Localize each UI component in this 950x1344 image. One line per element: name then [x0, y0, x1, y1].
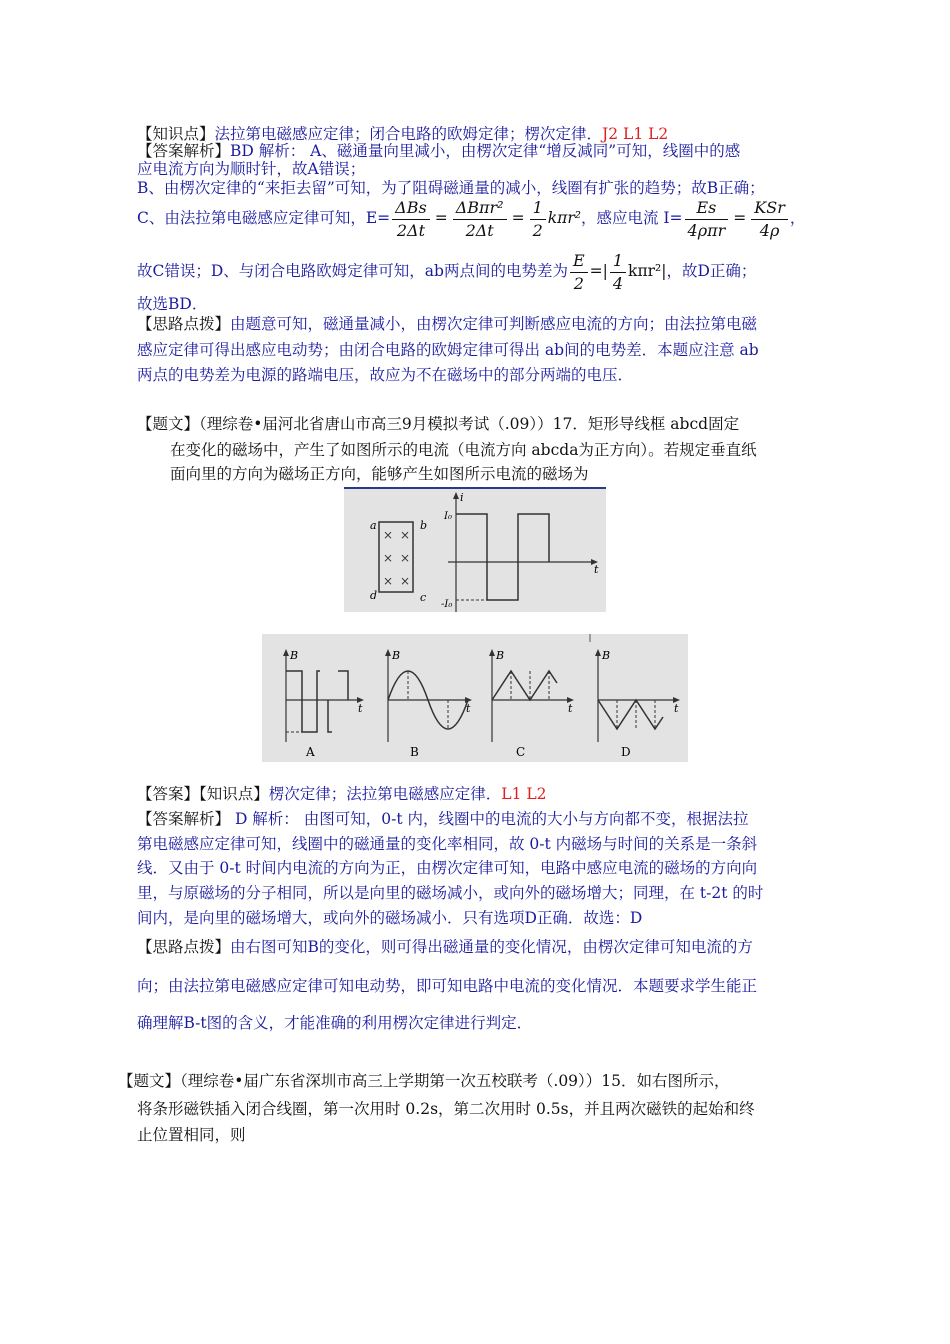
cross-mark: × — [400, 574, 411, 588]
analysis-tag: 【答案解析】 — [137, 810, 231, 828]
formula-line-d — [137, 247, 756, 295]
fraction-ksr: KSr 4ρ — [751, 197, 788, 242]
option-c-label: C — [516, 745, 526, 759]
cross-mark: × — [383, 551, 394, 565]
fraction-quarter: $\frac{1}{4}$ — [610, 250, 626, 295]
t-label: t — [594, 563, 599, 576]
analysis-line-3: 线．又由于 0-t 时间内电流的方向为正，由楞次定律可知，电路中感应电流的磁场的方向向 — [137, 859, 758, 877]
equals-sign: = — [434, 209, 448, 227]
answer-choice-line: 故选BD． — [137, 295, 208, 313]
b-axis-label: B — [290, 649, 299, 662]
b-t-options-figure — [262, 634, 688, 762]
knowledge-text: 法拉第电磁感应定律；闭合电路的欧姆定律；楞次定律． — [214, 125, 603, 143]
neg-i0-label: -I₀ — [441, 599, 453, 610]
t-axis-label: t — [674, 702, 679, 715]
formula-d-end: ，故D正确； — [666, 262, 757, 280]
answer-codes: L1 L2 — [501, 785, 547, 803]
t-axis-label: t — [358, 702, 363, 715]
b-axis-label: B — [602, 649, 611, 662]
knowledge-tag: 【知识点】 — [137, 125, 215, 143]
current-waveform — [456, 514, 549, 600]
answer-line-4: B、由楞次定律的“来拒去留”可知，为了阻碍磁通量的减小，线圈有扩张的趋势；故B正确； — [137, 179, 765, 197]
formula-c-mid: ，感应电流 I= — [580, 209, 683, 227]
corner-d: d — [370, 589, 378, 602]
option-c-graph — [489, 649, 574, 759]
option-b-label: B — [410, 745, 419, 759]
question-line-3: 止位置相同，则 — [137, 1126, 246, 1144]
formula-d-prefix: 故C错误；D、与闭合电路欧姆定律可知，ab两点间的电势差为 — [137, 262, 568, 280]
formula-line-c — [137, 194, 805, 242]
corner-a: a — [370, 519, 377, 532]
cross-mark: × — [383, 574, 394, 588]
answer-tag: 【答案】【知识点】 — [137, 785, 269, 803]
formula-c-prefix: C、由法拉第电磁感应定律可知，E= — [137, 209, 391, 227]
b-axis-label: B — [392, 649, 401, 662]
analysis-line-2: 第电磁感应定律可知，线圈中的磁通量的变化率相同，故 0-t 内磁场与时间的关系是一条斜 — [137, 835, 758, 853]
fraction-e2: $\frac{E}{2}$ — [570, 250, 588, 295]
t-axis-label: t — [466, 702, 471, 715]
equals-sign: = — [733, 209, 747, 227]
option-a-graph — [283, 649, 364, 759]
hint-line-3: 确理解B-t图的含义，才能准确的利用楞次定律进行判定． — [137, 1014, 533, 1032]
b-t-options-svg — [262, 634, 688, 762]
analysis-line-4: 里，与原磁场的分子相同，所以是向里的磁场减小，或向外的磁场增大；同理，在 t-2t 的时 — [137, 884, 764, 902]
option-d-label: D — [621, 745, 631, 759]
analysis-line-1 — [137, 809, 748, 829]
corner-c: c — [420, 591, 427, 604]
formula-kpr2: kπr² — [547, 209, 581, 227]
answer-line — [137, 784, 547, 804]
hint-line-2: 感应定律可得出感应电动势；由闭合电路的欧姆定律可得出 ab间的电势差．本题应注意 ab — [137, 341, 759, 359]
question-line-2: 将条形磁铁插入闭合线圈，第一次用时 0.2s，第二次用时 0.5s，并且两次磁铁的起始和终 — [137, 1100, 755, 1118]
fraction-half: $\frac{1}{2}$ — [530, 197, 546, 242]
question-line-1: 【题文】（理综卷•届河北省唐山市高三9月模拟考试（.09））17．矩形导线框 abcd固定 — [137, 415, 740, 433]
formula-c-end: ， — [789, 209, 806, 227]
formula-d-tail: kπr²| — [628, 262, 667, 280]
coil-current-figure — [344, 487, 606, 612]
question-line-2: 在变化的磁场中，产生了如图所示的电流（电流方向 abcda为正方向）。若规定垂直纸 — [170, 441, 757, 459]
hint-tag: 【思路点拨】 — [137, 938, 231, 956]
formula-d-mid: =| — [589, 262, 608, 280]
b-axis-label: B — [496, 649, 505, 662]
hint-line — [137, 937, 753, 957]
answer-line-3: 应电流方向为顺时针，故A错误； — [137, 160, 366, 178]
cross-mark: × — [400, 551, 411, 565]
hint-line-2: 向；由法拉第电磁感应定律可知电动势，即可知电路中电流的变化情况．本题要求学生能正 — [137, 977, 758, 995]
knowledge-codes: J2 L1 L2 — [602, 125, 669, 143]
coil-current-svg — [344, 487, 606, 612]
hint-text: 由题意可知，磁通量减小，由楞次定律可判断感应电流的方向；由法拉第电磁 — [230, 315, 758, 333]
option-d-graph — [595, 649, 680, 759]
cross-mark: × — [383, 528, 394, 542]
equals-sign: = — [511, 209, 525, 227]
option-b-graph — [385, 649, 472, 759]
fraction-es: Es 4ρπr — [685, 197, 729, 242]
answer-analysis-line — [137, 141, 740, 161]
question-line-1: 【题文】（理综卷•届广东省深圳市高三上学期第一次五校联考（.09））15．如右图所示， — [118, 1072, 730, 1090]
hint-tag: 【思路点拨】 — [137, 315, 231, 333]
analysis-text: D 解析： 由图可知，0-t 内，线圈中的电流的大小与方向都不变，根据法拉 — [230, 810, 749, 828]
fraction-dbpr: ΔBπr² 2Δt — [453, 197, 507, 242]
corner-b: b — [420, 519, 428, 532]
answer-text: BD 解析： A、磁通量向里减小，由楞次定律“增反减同”可知，线圈中的感 — [230, 142, 741, 160]
analysis-line-5: 间内，是向里的磁场增大，或向外的磁场减小．只有选项D正确．故选：D — [137, 909, 643, 927]
hint-text: 由右图可知B的变化，则可得出磁通量的变化情况，由楞次定律可知电流的方 — [230, 938, 753, 956]
option-a-label: A — [306, 745, 315, 759]
fraction-dbs: ΔBs 2Δt — [392, 197, 430, 242]
i0-label: I₀ — [444, 511, 452, 522]
cross-mark: × — [400, 528, 411, 542]
answer-tag: 【答案解析】 — [137, 142, 231, 160]
t-axis-label: t — [568, 702, 573, 715]
i-label: i — [460, 491, 464, 504]
question-line-3: 面向里的方向为磁场正方向，能够产生如图所示电流的磁场为 — [170, 465, 589, 483]
hint-line — [137, 314, 757, 334]
answer-knowledge-text: 楞次定律；法拉第电磁感应定律． — [268, 785, 502, 803]
hint-line-3: 两点的电势差为电源的路端电压，故应为不在磁场中的部分两端的电压． — [137, 366, 634, 384]
